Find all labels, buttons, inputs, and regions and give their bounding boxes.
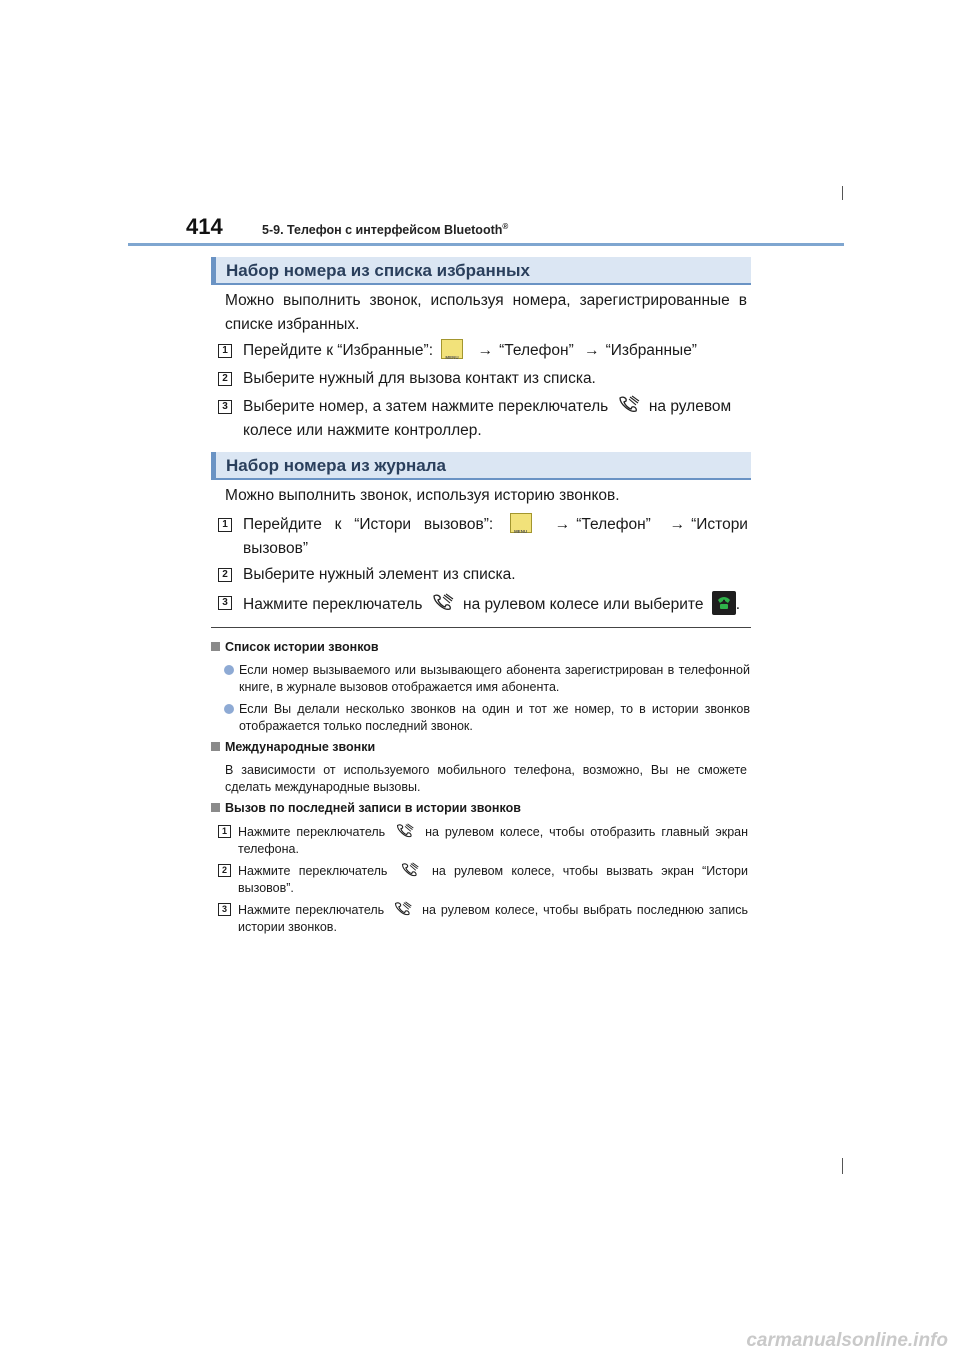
- step-text: [243, 395, 748, 443]
- step-number: 2: [218, 568, 232, 582]
- step-text-after: на рулевом колесе, чтобы вызвать экран “Истори вызовов”.: [238, 864, 748, 895]
- section-favorites-title: Набор номера из списка избранных: [226, 261, 531, 280]
- menu-button-icon: [441, 339, 463, 359]
- menu-button-label: MENU: [445, 355, 459, 360]
- chapter-title: [262, 222, 508, 237]
- arrow-icon: →: [584, 342, 600, 359]
- step-text-before: Нажмите переключатель: [238, 864, 388, 878]
- section-log-heading: [211, 452, 751, 480]
- note-international-title: Международные звонки: [225, 740, 376, 754]
- step-text-mid: “Телефон”: [576, 516, 651, 533]
- step-text-before: Нажмите переключатель: [238, 903, 385, 917]
- step-text-end: “Истори вызовов”: [243, 516, 748, 557]
- step-text: [238, 901, 748, 936]
- step-number: 3: [218, 400, 232, 414]
- step-number: 3: [218, 903, 231, 916]
- section-divider: [211, 627, 751, 628]
- step-text: Выберите нужный для вызова контакт из списка.: [243, 370, 596, 387]
- circle-bullet-icon: [224, 704, 234, 714]
- arrow-icon: →: [669, 516, 686, 533]
- step-text-before: Выберите номер, а затем нажмите переключатель: [243, 398, 609, 415]
- crop-mark-top: [842, 186, 843, 200]
- step-number: 1: [218, 344, 232, 358]
- step-number: 1: [218, 518, 232, 532]
- step-text: Выберите нужный элемент из списка.: [243, 566, 516, 583]
- step-text: [243, 591, 748, 617]
- chapter-title-text: 5-9. Телефон с интерфейсом Bluetooth: [262, 223, 503, 238]
- step-text-end: “Избранные”: [605, 342, 697, 359]
- step-text-after: на рулевом колесе или нажмите контроллер.: [243, 398, 732, 439]
- square-bullet-icon: [211, 803, 220, 812]
- square-bullet-icon: [211, 742, 220, 751]
- note-last-call-title: Вызов по последней записи в истории звонков: [225, 801, 521, 815]
- step-text-before: Перейдите к “Избранные”:: [243, 342, 434, 359]
- note-item-text: Если номер вызываемого или вызывающего абонента зарегистрирован в телефонной книге, в журнале вызовов отображается имя абонента.: [239, 663, 750, 694]
- step-number: 1: [218, 825, 231, 838]
- section-favorites-heading: [211, 257, 751, 285]
- menu-button-label: MENU: [513, 529, 528, 534]
- square-bullet-icon: [211, 642, 220, 651]
- phone-switch-icon: [395, 823, 415, 838]
- step-text-end: .: [735, 596, 741, 613]
- step-text-after: на рулевом колесе, чтобы отобразить главный экран телефона.: [238, 825, 748, 856]
- call-button-icon: [712, 591, 736, 615]
- note-international-heading: [211, 740, 375, 754]
- header-rule: [128, 243, 844, 246]
- note-last-call-heading: [211, 801, 521, 815]
- menu-button-icon: [510, 513, 532, 533]
- step-number: 2: [218, 372, 232, 386]
- arrow-icon: →: [477, 342, 494, 359]
- section-log-intro: Можно выполнить звонок, используя историю звонков.: [225, 487, 620, 504]
- note-international-text: В зависимости от используемого мобильного телефона, возможно, Вы не сможете сделать международные вызовы.: [225, 763, 747, 794]
- step-text: [238, 823, 748, 858]
- step-number: 3: [218, 596, 232, 610]
- page-header: [186, 214, 846, 254]
- note-history-title: Список истории звонков: [225, 640, 379, 654]
- note-item-text: Если Вы делали несколько звонков на один и тот же номер, то в истории звонков отображается только последний звонок.: [239, 702, 750, 733]
- watermark: carmanualsonline.info: [746, 1330, 948, 1351]
- circle-bullet-icon: [224, 665, 234, 675]
- step-number: 2: [218, 864, 231, 877]
- step-text: [238, 862, 748, 897]
- step-text-before: Перейдите к “Истори вызовов”:: [243, 516, 494, 533]
- step-text-after: на рулевом колесе или выберите: [463, 596, 704, 613]
- note-history-heading: [211, 640, 379, 654]
- step-text-before: Нажмите переключатель: [243, 596, 423, 613]
- registered-mark: ®: [502, 222, 509, 231]
- section-favorites-intro: Можно выполнить звонок, используя номера, зарегистрированные в списке избранных.: [225, 292, 747, 333]
- phone-switch-icon: [617, 395, 641, 413]
- step-text-mid: “Телефон”: [499, 342, 574, 359]
- phone-switch-icon: [400, 862, 420, 877]
- phone-switch-icon: [431, 593, 455, 611]
- crop-mark-bottom: [842, 1158, 843, 1174]
- page-number: 414: [186, 214, 223, 239]
- arrow-icon: →: [554, 516, 571, 533]
- phone-switch-icon: [393, 901, 413, 916]
- step-text: [243, 339, 748, 363]
- section-log-title: Набор номера из журнала: [226, 456, 447, 475]
- step-text-before: Нажмите переключатель: [238, 825, 386, 839]
- step-text: [243, 513, 748, 561]
- step-text-after: на рулевом колесе, чтобы выбрать последнюю запись истории звонков.: [238, 903, 748, 934]
